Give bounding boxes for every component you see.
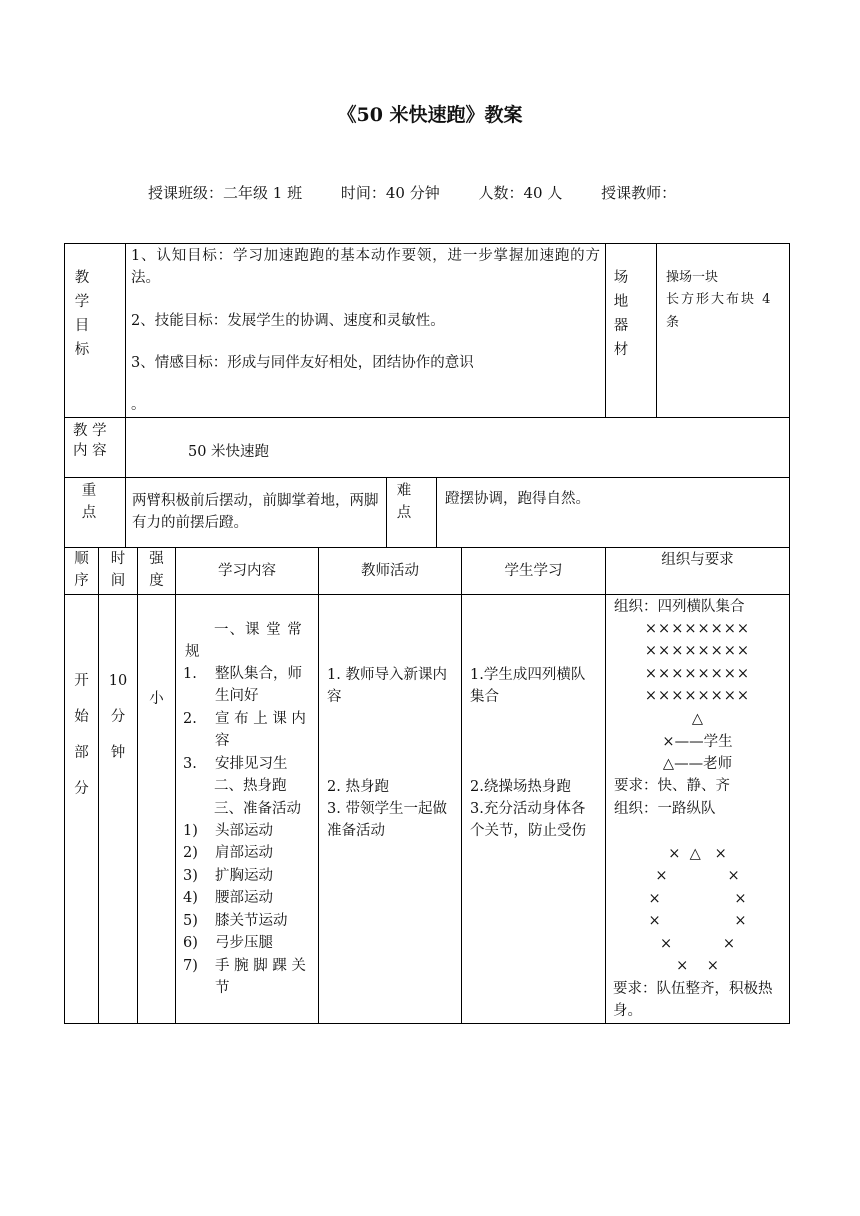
learn-heading-1: 一、课 堂 常 — [214, 622, 303, 638]
learn-warmup: 二、热身跑 — [214, 778, 287, 794]
header-order — [65, 548, 98, 592]
part-label — [65, 663, 98, 807]
header-learn: 学习内容 — [218, 563, 276, 579]
list-item — [183, 820, 313, 842]
duration-char: 10 — [108, 673, 128, 689]
list-text: 整队集合，师 — [215, 666, 302, 682]
circle-formation-row: × × — [648, 891, 747, 907]
list-item — [183, 708, 313, 730]
header-order-char: 顺 — [74, 551, 89, 567]
header-intensity-char: 强 — [149, 551, 164, 567]
grid-line — [175, 547, 176, 1024]
header-time — [99, 548, 137, 592]
venue-label-char: 场 — [613, 270, 629, 286]
header-teacher: 教师活动 — [361, 563, 419, 579]
header-time-char: 时 — [110, 551, 126, 567]
list-num: 7) — [183, 958, 198, 974]
list-text: 生问好 — [215, 688, 259, 704]
grid-line — [789, 243, 790, 1024]
header-time-char: 间 — [110, 573, 126, 589]
grid-line — [461, 547, 462, 1024]
student-activity-3: 3.充分活动身体各个关节，防止受伤 — [470, 801, 586, 839]
list-num: 2. — [183, 711, 197, 727]
grid-line — [98, 547, 99, 1024]
list-num: 3. — [183, 756, 197, 772]
content-value: 50 米快速跑 — [188, 444, 270, 460]
key-value: 两臂积极前后摆动，前脚掌着地，两脚有力的前摆后蹬。 — [132, 493, 379, 531]
goals-label — [64, 266, 100, 362]
org-formation-1: 组织：四列横队集合 — [614, 599, 745, 615]
content-label-2: 内 容 — [73, 443, 107, 459]
duration-char: 分 — [110, 709, 126, 725]
key-label-2: 点 — [81, 505, 97, 521]
legend-teacher: △——老师 — [662, 756, 733, 772]
goal-emotion: 3、情感目标：形成与同伴友好相处，团结协作的意识 — [131, 355, 474, 371]
venue-item-2: 长方形大布块 4 条 — [666, 292, 773, 330]
header-student: 学生学习 — [504, 563, 563, 579]
meta-teacher: 授课教师： — [601, 184, 677, 202]
list-text: 安排见习生 — [215, 756, 288, 772]
list-item — [183, 730, 313, 752]
student-activity-1: 1.学生成四列横队集合 — [470, 667, 586, 705]
difficulty-label-2: 点 — [396, 505, 412, 521]
grid-line — [64, 594, 790, 595]
header-intensity — [138, 548, 175, 592]
difficulty-label-1: 难 — [396, 483, 412, 499]
part-label-char: 部 — [74, 745, 89, 761]
circle-formation-row: × × — [648, 913, 747, 929]
legend-student: ×——学生 — [662, 734, 733, 750]
duration-char: 钟 — [110, 745, 126, 761]
venue-label-char: 地 — [613, 294, 629, 310]
difficulty-value: 蹬摆协调，跑得自然。 — [445, 491, 590, 507]
list-text: 节 — [215, 980, 230, 996]
circle-formation-row: × × — [676, 958, 719, 974]
venue-item-1: 操场一块 — [666, 270, 719, 285]
list-text: 肩部运动 — [215, 845, 273, 861]
header-order-char: 序 — [74, 573, 89, 589]
circle-formation-row: × × — [660, 936, 735, 952]
venue-label-char: 器 — [613, 318, 629, 334]
learn-heading-2: 规 — [185, 644, 200, 660]
list-text: 扩胸运动 — [215, 868, 273, 884]
goals-label-char: 教 — [74, 270, 90, 286]
formation-row: ×××××××× — [644, 621, 751, 637]
teacher-activity-1: 1. 教师导入新课内容 — [327, 667, 447, 705]
formation-row: ×××××××× — [644, 688, 751, 704]
list-text: 宣 布 上 课 内 — [215, 711, 306, 727]
grid-line — [318, 547, 319, 1024]
content-label-1: 教 学 — [73, 423, 107, 439]
list-num: 5) — [183, 913, 198, 929]
list-num: 1) — [183, 823, 198, 839]
list-item — [183, 887, 313, 909]
requirement-1: 要求：快、静、齐 — [614, 778, 730, 794]
teacher-activity-2: 2. 热身跑 — [327, 779, 389, 795]
list-text: 膝关节运动 — [215, 913, 288, 929]
key-label-1: 重 — [81, 483, 97, 499]
list-text: 腰部运动 — [215, 890, 273, 906]
part-label-char: 始 — [74, 709, 89, 725]
grid-line — [64, 477, 790, 478]
list-num: 3) — [183, 868, 198, 884]
part-label-char: 分 — [74, 781, 89, 797]
grid-line — [137, 547, 138, 1024]
goal-cognitive: 1、认知目标：学习加速跑跑的基本动作要领，进一步掌握加速跑的方法。 — [131, 248, 600, 286]
grid-line — [436, 477, 437, 548]
grid-line — [125, 243, 126, 548]
page-title: 《50 米快速跑》教案 — [337, 104, 523, 126]
org-formation-2: 组织：一路纵队 — [614, 801, 716, 817]
student-activity-2: 2.绕操场热身跑 — [470, 779, 571, 795]
formation-row: ×××××××× — [644, 643, 751, 659]
list-num: 6) — [183, 935, 198, 951]
circle-formation-row: × × — [655, 868, 740, 884]
meta-time: 时间：40 分钟 — [340, 184, 440, 202]
learn-prep: 三、准备活动 — [214, 801, 301, 817]
meta-class: 授课班级：二年级 1 班 — [148, 184, 303, 202]
goals-label-char: 标 — [74, 342, 90, 358]
list-item — [183, 932, 313, 954]
venue-label — [606, 266, 636, 362]
goal-skill: 2、技能目标：发展学生的协调、速度和灵敏性。 — [131, 313, 445, 329]
list-text: 手 腕 脚 踝 关 — [215, 958, 306, 974]
meta-count: 人数：40 人 — [478, 184, 563, 202]
list-item — [183, 842, 313, 864]
list-item — [183, 865, 313, 887]
list-text: 容 — [215, 733, 230, 749]
goals-label-char: 学 — [74, 294, 90, 310]
list-item — [183, 910, 313, 932]
requirement-2: 要求：队伍整齐，积极热身。 — [613, 981, 773, 1019]
part-label-char: 开 — [74, 673, 89, 689]
list-item — [183, 685, 313, 707]
list-num: 4) — [183, 890, 198, 906]
list-item — [183, 663, 313, 685]
list-item — [183, 955, 313, 977]
duration-label — [99, 663, 137, 771]
list-num: 2) — [183, 845, 198, 861]
teacher-activity-3: 3. 带领学生一起做准备活动 — [327, 801, 447, 839]
formation-row: ×××××××× — [644, 666, 751, 682]
list-item — [183, 977, 313, 999]
venue-label-char: 材 — [613, 342, 629, 358]
list-text: 头部运动 — [215, 823, 273, 839]
list-item — [183, 753, 313, 775]
header-intensity-char: 度 — [149, 573, 164, 589]
grid-line — [656, 243, 657, 418]
intensity-value: 小 — [149, 691, 164, 707]
goal-emotion-end: 。 — [131, 397, 146, 413]
circle-formation-row: × △ × — [668, 846, 727, 862]
teacher-position-mark: △ — [691, 711, 704, 727]
grid-line — [64, 1023, 790, 1024]
grid-line — [64, 417, 790, 418]
list-text: 弓步压腿 — [215, 935, 273, 951]
grid-line — [64, 243, 790, 244]
goals-label-char: 目 — [74, 318, 90, 334]
list-num: 1. — [183, 666, 197, 682]
header-org: 组织与要求 — [661, 552, 734, 568]
